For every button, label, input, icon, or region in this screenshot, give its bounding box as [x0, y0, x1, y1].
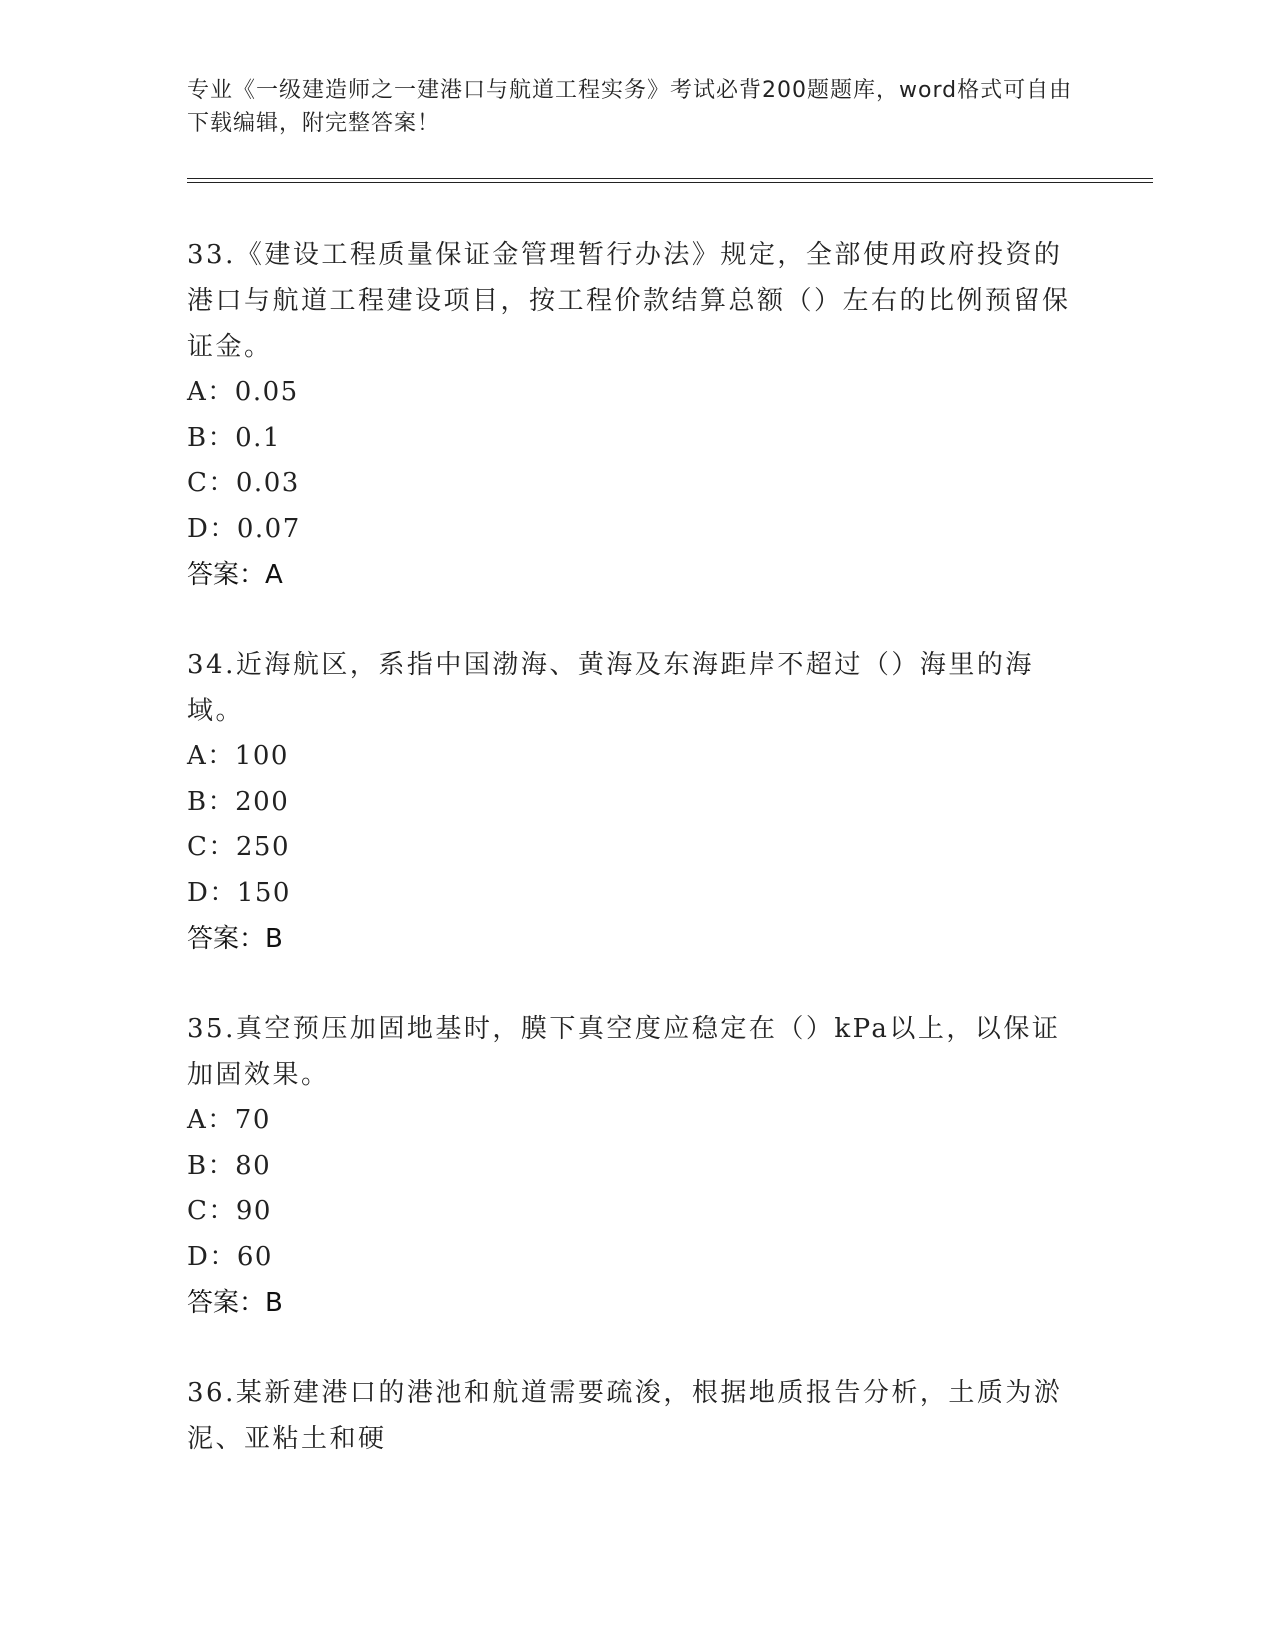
option-b: B：80	[187, 1150, 272, 1181]
question-list	[187, 232, 1087, 1506]
question-stem: 36.某新建港口的港池和航道需要疏浚，根据地质报告分析，土质为淤泥、亚粘土和硬	[187, 1378, 1063, 1454]
answer-line: 答案：B	[187, 924, 283, 954]
option-c: C：90	[187, 1196, 272, 1226]
option-d: D：0.07	[187, 513, 301, 544]
option-b: B：0.1	[187, 422, 281, 453]
question-34	[187, 642, 1087, 962]
option-a: A：0.05	[187, 377, 299, 407]
header-divider-bottom	[187, 182, 1153, 183]
question-36	[187, 1370, 1087, 1462]
answer-line: 答案：A	[187, 560, 283, 590]
option-d: D：60	[187, 1241, 273, 1272]
header-divider-top	[187, 178, 1153, 179]
option-c: C：250	[187, 832, 291, 862]
question-stem: 33.《建设工程质量保证金管理暂行办法》规定，全部使用政府投资的港口与航道工程建设项目，按工程价款结算总额（）左右的比例预留保证金。	[187, 240, 1071, 362]
option-c: C：0.03	[187, 468, 300, 498]
question-stem: 35.真空预压加固地基时，膜下真空度应稳定在（）kPa以上，以保证加固效果。	[187, 1014, 1061, 1090]
document-header-note: 专业《一级建造师之一建港口与航道工程实务》考试必背200题题库，word格式可自由下载编辑，附完整答案！	[187, 78, 1073, 136]
option-d: D：150	[187, 877, 291, 908]
answer-line: 答案：B	[187, 1288, 283, 1318]
option-a: A：100	[187, 741, 289, 771]
question-35	[187, 1006, 1087, 1326]
question-stem: 34.近海航区，系指中国渤海、黄海及东海距岸不超过（）海里的海域。	[187, 650, 1034, 726]
option-b: B：200	[187, 786, 290, 817]
option-a: A：70	[187, 1105, 271, 1135]
question-33	[187, 232, 1087, 598]
